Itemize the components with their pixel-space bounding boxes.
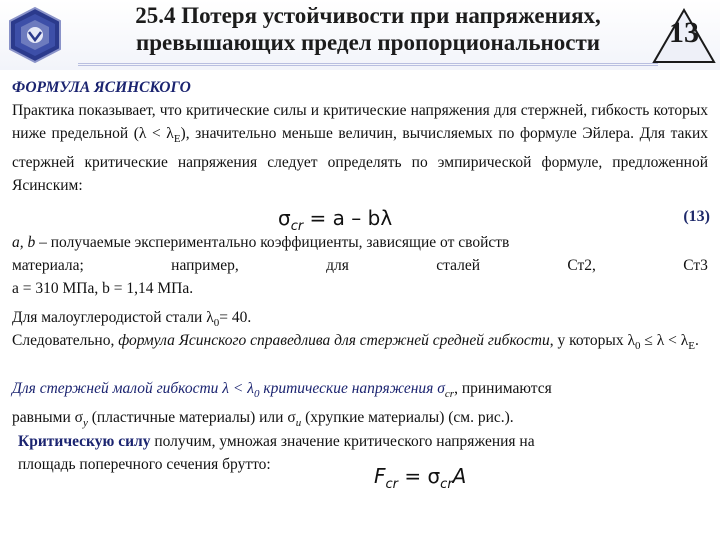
university-logo-icon	[6, 6, 64, 64]
intro-tail: ), значительно меньше величин, вычисляемых по формуле Эйлера. Для таких стержней критические напряжения следует определять по эмпирической формуле, предложенной Ясинским:	[12, 125, 708, 195]
material-word: Ст2,	[567, 257, 596, 274]
formula2-F-sub: cr	[385, 477, 399, 492]
small-flex-sub2: cr	[444, 388, 455, 401]
equation-number: (13)	[683, 208, 710, 225]
conclusion-ineq: ≤ λ < λ	[640, 332, 689, 349]
small-flexibility-paragraph	[12, 377, 708, 435]
title-line-2: превышающих предел пропорциональности	[135, 30, 601, 55]
conclusion-subE: Е	[688, 340, 696, 353]
coefficient-values: a = 310 МПа, b = 1,14 МПа.	[12, 280, 194, 297]
critical-force-paragraph	[18, 430, 698, 476]
title-underline	[78, 60, 658, 66]
small-flex-sub4: u	[295, 417, 302, 430]
conclusion-end: .	[695, 332, 699, 349]
critical-force-area: площадь поперечного сечения брутто:	[18, 456, 271, 473]
intro-text: Практика показывает, что критические силы и критические напряжения для стержней, гибкость которых ниже предельной (λ < λ	[12, 102, 708, 142]
coefficients-ab: a, b	[12, 234, 36, 251]
conclusion-emphasis: формула Ясинского справедлива для стержней средней гибкости	[118, 332, 550, 349]
formula-sigma-sub: cr	[290, 219, 304, 234]
conclusion-paragraph	[12, 329, 708, 358]
material-word: материала;	[12, 257, 84, 274]
small-flex-plastic: (пластичные материалы) или σ	[87, 409, 296, 427]
material-word: Ст3	[683, 257, 708, 274]
critical-force-text: получим, умножая значение критического напряжения на	[150, 433, 535, 450]
conclusion-mid: , у которых λ	[549, 332, 635, 349]
small-flex-brittle: (хрупкие материалы) (см. рис.).	[301, 409, 514, 427]
title-line-1: 25.4 Потеря устойчивости при напряжениях,	[135, 3, 601, 28]
formula2-F: F	[374, 464, 386, 488]
material-word: для	[326, 257, 349, 274]
small-flex-lead: Для стержней малой гибкости λ < λ	[12, 380, 254, 397]
formula-rhs: = a – bλ	[303, 206, 393, 230]
small-flex-sub: 0	[253, 388, 260, 401]
intro-paragraph	[12, 99, 708, 197]
material-line	[12, 254, 708, 277]
slide-header	[0, 0, 720, 70]
small-flex-equal: равными σ	[12, 409, 83, 427]
small-flex-sub3: y	[83, 417, 88, 430]
formula2-sigma-sub: cr	[440, 477, 453, 492]
critical-force-formula	[374, 464, 466, 492]
material-word: сталей	[436, 257, 481, 274]
formula-sigma: σ	[278, 206, 291, 230]
critical-force-bold: Критическую силу	[18, 433, 151, 450]
low-carbon-tail: = 40.	[219, 309, 252, 326]
formula2-eq: = σ	[398, 464, 441, 488]
small-flex-mid: критические напряжения σ	[259, 380, 445, 397]
formula2-A: A	[452, 464, 467, 488]
slide-title	[78, 2, 658, 56]
coefficients-desc: – получаемые экспериментально коэффициенты, зависящие от свойств	[35, 234, 510, 251]
small-flex-tail: , принимаются	[454, 380, 552, 397]
yasinsky-formula	[278, 206, 392, 234]
material-word: например,	[171, 257, 239, 274]
slide-number: 13	[669, 16, 699, 49]
conclusion-sub0: 0	[635, 340, 641, 353]
intro-sub: Е	[173, 133, 181, 146]
low-carbon-sub: 0	[213, 317, 220, 330]
conclusion-lead: Следовательно,	[12, 332, 119, 349]
low-carbon-main: Для малоуглеродистой стали λ	[12, 309, 214, 326]
section-heading: ФОРМУЛА ЯСИНСКОГО	[12, 79, 191, 96]
coefficients-text	[12, 231, 708, 254]
